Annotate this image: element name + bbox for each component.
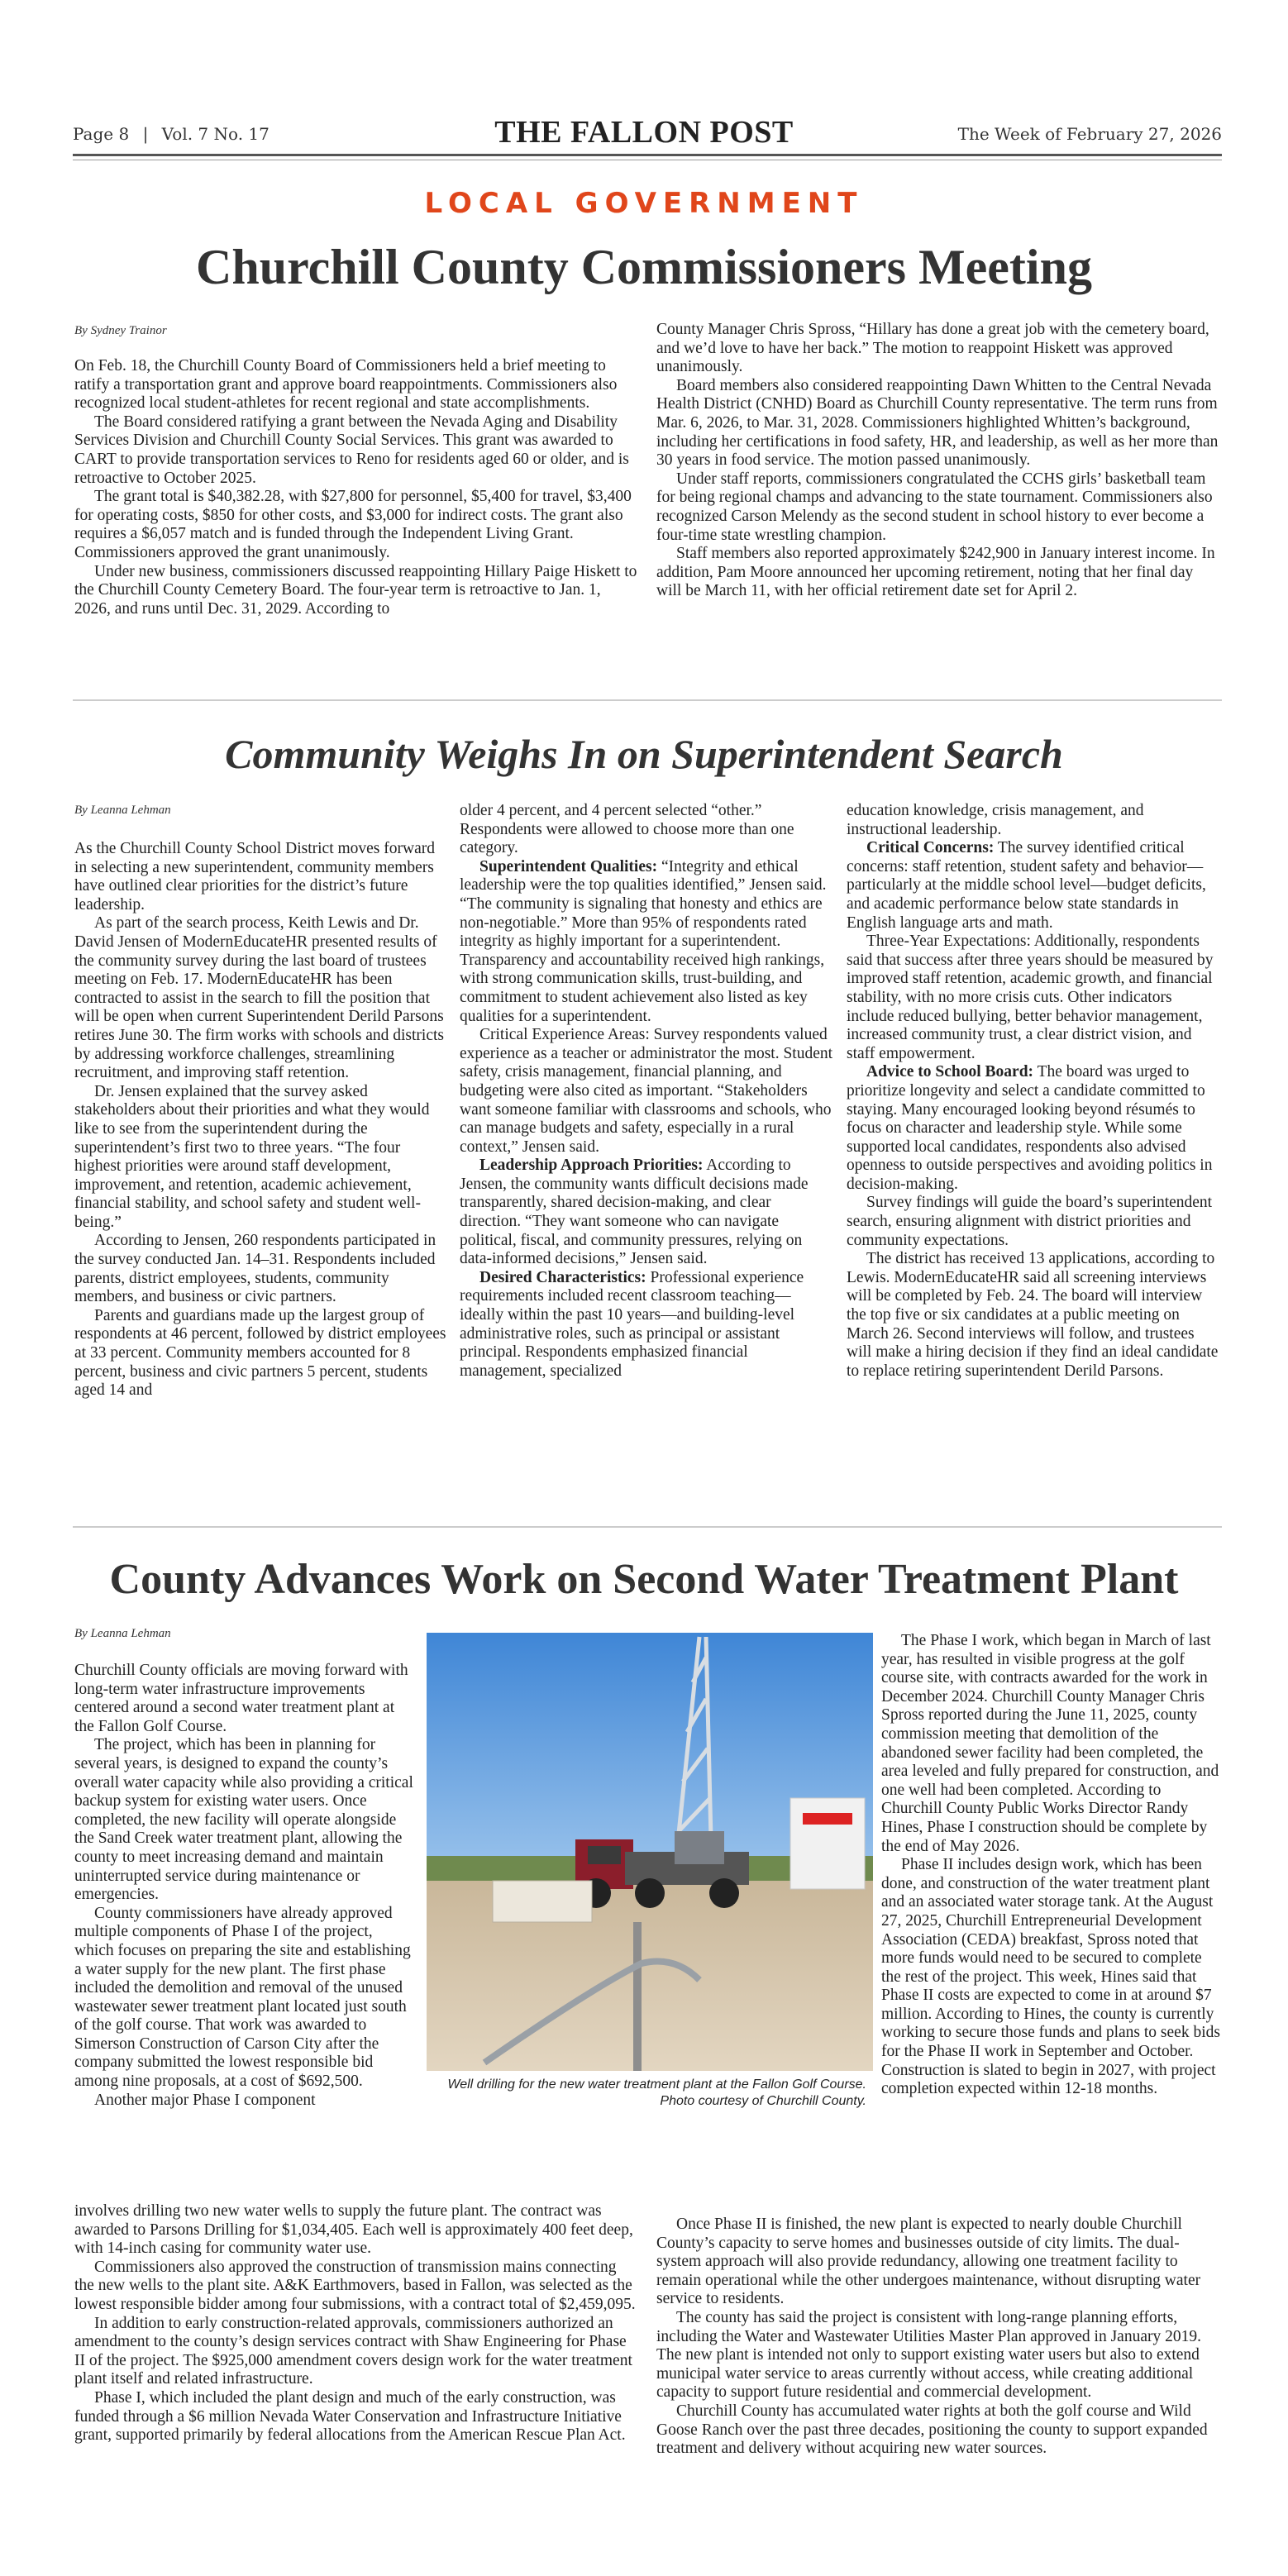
paragraph-text: Integrity and ethical leadership were the top qualities identified,” Jensen said. “The community is signaling that honesty and ethics are non-negotiable.” More than 95% of respondents rated integrity as highly important for a superintendent. Transparency and accountability received high rankings, with strong communication skills, trust-building, and commitment to student achievement also listed as key qualities for a superintendent. (460, 857, 827, 1025)
article-divider (73, 1526, 1222, 1528)
volume-number: Vol. 7 No. 17 (161, 124, 270, 144)
issue-date: The Week of February 27, 2026 (957, 124, 1222, 144)
paragraph: County Manager Chris Spross, “Hillary has done a great job with the cemetery board, and we’d love to have her back.” The motion to reappoint Hiskett was approved unanimously. (656, 321, 1209, 376)
paragraph: As the Churchill County School District moves forward in selecting a new superintendent, community members have outlined clear priorities for the district’s future leadership. (74, 840, 435, 914)
article-divider (73, 699, 1222, 701)
article3-headline: County Advances Work on Second Water Treatment Plant (109, 1556, 1179, 1603)
article2-headline: Community Weighs In on Superintendent Search (225, 731, 1063, 777)
paragraph (460, 858, 833, 1026)
page-number: Page 8 (73, 124, 130, 144)
paragraph: Three-Year Expectations: Additionally, respondents said that success after three years should be measured by improved staff retention, academic growth, and financial stability, with no more crisis cuts. Other indicators include reduced bullying, better behavior management, increased community trust, a clear district vision, and staff empowerment. (847, 933, 1214, 1062)
paragraph: older 4 percent, and 4 percent selected “other.” Respondents were allowed to choose more than one category. (460, 802, 794, 857)
paragraph: Staff members also reported approximately $242,900 in January interest income. In addition, Pam Moore announced her upcoming retirement, noting that her final day will be March 11, with her official retirement date set for April 2. (656, 545, 1215, 600)
paragraph-text: The survey identified critical concerns: staff retention, student safety and behavior—particularly at the middle school level—budget deficits, and academic performance below state standards in English language arts and math. (847, 839, 1206, 932)
page-separator: | (142, 124, 149, 144)
paragraph: Under new business, commissioners discussed reappointing Hillary Paige Hiskett to the Churchill County Cemetery Board. The four-year term is retroactive to Jan. 1, 2026, and runs until Dec. 31, 2029. According to (74, 562, 637, 618)
paragraph: In addition to early construction-related approvals, commissioners authorized an amendment to the county’s design services contract with Shaw Engineering for Phase II of the project. The $925,000 amendment covers design work for the water treatment plant itself and related infrastructure. (74, 2314, 632, 2388)
subhead: Advice to School Board: (866, 1063, 1034, 1081)
paragraph: On Feb. 18, the Churchill County Board of Commissioners held a brief meeting to ratify a transportation grant and approve board reappointments. Commissioners also recognized local student-athletes for recent regional and state accomplishments. (74, 357, 618, 413)
article1-headline: Churchill County Commissioners Meeting (196, 240, 1092, 294)
paragraph: The Board considered ratifying a grant between the Nevada Aging and Disability Services Division and Churchill County Social Services. This grant was awarded to CART to provide transportation services to Reno for residents aged 60 or older, and is retroactive to October 2025. (74, 413, 629, 487)
paragraph (460, 1157, 833, 1269)
caption-line: Well drilling for the new water treatment plant at the Fallon Golf Course. (447, 2077, 866, 2092)
article2-column-2 (460, 802, 833, 1381)
well-drilling-photo (427, 1633, 873, 2071)
paragraph (460, 1269, 833, 1381)
article2-column-3 (847, 802, 1220, 1381)
article1-byline: By Sydney Trainor (74, 324, 167, 337)
photo-illustration (427, 1633, 873, 2071)
paragraph: The grant total is $40,382.28, with $27,800 for personnel, $5,400 for travel, $3,400 for operating costs, $850 for other costs, and $3,000 for indirect costs. The grant also requires a $6,057 match and is funded through the Independent Living Grant. Commissioners approved the grant unanimously. (74, 488, 632, 561)
subhead: Critical Concerns: (866, 839, 995, 857)
paragraph: The district has received 13 applications, according to Lewis. ModernEducateHR said all screening interviews will be completed by Feb. 24. The board will interview the top five or six candidates at a public meeting on March 26. Second interviews will follow, and trustees will make a hiring decision if they find an ideal candidate to replace retiring superintendent Derild Parsons. (847, 1250, 1219, 1380)
paragraph: Once Phase II is finished, the new plant is expected to nearly double Churchill County’s capacity to serve homes and businesses outside of city limits. The dual-system approach will also provide redundancy, allowing one treatment facility to remain operational while the other undergoes maintenance, without disrupting water service to residents. (656, 2216, 1201, 2308)
paragraph: education knowledge, crisis management, and instructional leadership. (847, 802, 1144, 838)
paragraph-text: According to Jensen, the community wants difficult decisions made transparently, shared decision-making, and clear direction. “They want someone who can navigate political, fiscal, and community pressures, relying on data-informed decisions,” Jensen said. (460, 1157, 809, 1268)
paragraph: According to Jensen, 260 respondents participated in the survey conducted Jan. 14–31. Respondents included parents, district employees, students, community members, and business or civic partners. (74, 1232, 436, 1306)
article3-byline: By Leanna Lehman (74, 1627, 171, 1640)
article2-column-1 (74, 840, 448, 1400)
paragraph: Parents and guardians made up the largest group of respondents at 46 percent, followed by district employees at 33 percent. Community members accounted for 8 percent, business and civic partners 5 percent, students aged 14 and (74, 1306, 446, 1400)
paragraph (847, 1063, 1220, 1194)
paragraph (847, 839, 1220, 933)
paragraph: The county has said the project is consistent with long-range planning efforts, including the Water and Wastewater Utilities Master Plan approved in January 2019. The new plant is intended not only to support existing water users but also to extend municipal water service to areas currently without access, while creating additional capacity to support future residential and commercial development. (656, 2308, 1201, 2402)
paragraph: Survey findings will guide the board’s superintendent search, ensuring alignment with district priorities and community expectations. (847, 1194, 1213, 1249)
paragraph-text: The board was urged to prioritize longevity and select a candidate committed to staying. Many encouraged looking beyond résumés to focus on character and leadership style. While some supported local candidates, respondents also advised openness to outside perspectives and avoiding politics in decision-making. (847, 1063, 1213, 1193)
paragraph: The Phase I work, which began in March of last year, has resulted in visible progress at the golf course site, with contracts awarded for the work in December 2024. Churchill County Manager Chris Spross reported during the June 11, 2025, county commission meeting that demolition of the abandoned sewer facility had been completed, the area leveled and fully prepared for construction, and one well had been completed. According to Churchill County Public Works Director Randy Hines, Phase I construction should be complete by the end of May 2026. (881, 1632, 1219, 1855)
section-label: LOCAL GOVERNMENT (424, 187, 864, 220)
paragraph: Phase II includes design work, which has been done, and construction of the water treatment plant and an associated water storage tank. At the August 27, 2025, Churchill Entrepreneurial Development Association (CEDA) breakfast, Spross noted that more funds would need to be secured to complete the rest of the project. This week, Hines said that Phase II costs are expected to come in at around $7 million. According to Hines, the county is currently working to secure those funds and plans to seek bids for the Phase II work in September and October. Construction is slated to begin in 2027, with project completion expected within 12-18 months. (881, 1856, 1220, 2098)
quote-open: “ (657, 857, 669, 875)
subhead: Superintendent Qualities: (479, 857, 658, 875)
paragraph: Critical Experience Areas: Survey respondents valued experience as a teacher or administrator the most. Student safety, crisis management, financial planning, and budgeting were also cited as important. “Stakeholders want someone familiar with classrooms and schools, who can manage budgets and safety, especially in a rural context,” Jensen said. (460, 1026, 833, 1156)
article1-column-2 (656, 321, 1220, 601)
article3-column-1-continued (74, 2202, 638, 2445)
paragraph: Board members also considered reappointing Dawn Whitten to the Central Nevada Health District (CNHD) Board as Churchill County representative. The term runs from Mar. 6, 2026, to Mar. 31, 2028. Commissioners highlighted Whitten’s background, including her certifications in food safety, HR, and leadership, as well as her more than 30 years in food service. The motion passed unanimously. (656, 376, 1219, 470)
paragraph: Under staff reports, commissioners congratulated the CCHS girls’ basketball team for being regional champs and advancing to the state tournament. Commissioners also recognized Carson Melendy as the second student in school history to ever become a four-time state wrestling champion. (656, 470, 1213, 544)
article3-column-3 (881, 1632, 1224, 2099)
newspaper-name: THE FALLON POST (494, 115, 794, 150)
photo-credit: Photo courtesy of Churchill County. (660, 2094, 866, 2108)
article1-column-1 (74, 357, 638, 618)
paragraph: County commissioners have already approved multiple components of Phase I of the project, which focuses on preparing the site and establishing a water supply for the new plant. The first phase included the demolition and removal of the unused wastewater sewer treatment plant located just south of the golf course. That work was awarded to Simerson Construction of Carson City after the company submitted the lowest responsible bid among nine proposals, at a cost of $692,500. (74, 1904, 411, 2091)
article2-byline: By Leanna Lehman (74, 804, 171, 817)
paragraph-text: Professional experience requirements included recent classroom teaching—ideally within the past 10 years—and building-level administrative roles, such as principal or assistant principal. Respondents emphasized financial management, specialized (460, 1268, 804, 1380)
article3-column-3-continued (656, 2216, 1220, 2459)
paragraph: Dr. Jensen explained that the survey asked stakeholders about their priorities and what they would like to see from the superintendent during the superintendent’s first two to three years. “The four highest priorities were around staff development, improvement, and retention, academic achievement, financial stability, and school safety and student well-being.” (74, 1082, 430, 1231)
paragraph: Another major Phase I component (94, 2091, 316, 2109)
paragraph: involves drilling two new water wells to supply the future plant. The contract was awarded to Parsons Drilling for $1,034,405. Each well is approximately 400 feet deep, with 14-inch casing for community water use. (74, 2202, 633, 2258)
photo-caption (427, 2077, 866, 2110)
paragraph: As part of the search process, Keith Lewis and Dr. David Jensen of ModernEducateHR presented results of the community survey during the last board of trustees meeting on Feb. 17. ModernEducateHR has been contracted to assist in the search to fill the position that will be open when current Superintendent Derild Parsons retires June 30. The firm works with schools and districts by addressing workforce challenges, streamlining recruitment, and improving staff retention. (74, 914, 444, 1082)
masthead-rule (73, 154, 1222, 156)
paragraph: Churchill County has accumulated water rights at both the golf course and Wild Goose Ranch over the past three decades, positioning the county to support expanded treatment and delivery without acquiring new water sources. (656, 2402, 1208, 2458)
paragraph: Churchill County officials are moving forward with long-term water infrastructure improvements centered around a second water treatment plant at the Fallon Golf Course. (74, 1662, 408, 1735)
paragraph: Commissioners also approved the construction of transmission mains connecting the new wells to the plant site. A&K Earthmovers, based in Fallon, was selected as the lowest responsible bidder among four submissions, with a contract total of $2,459,095. (74, 2258, 636, 2313)
paragraph: The project, which has been in planning for several years, is designed to expand the county’s overall water capacity while also providing a critical backup system for existing water users. Once completed, the new facility will operate alongside the Sand Creek water treatment plant, allowing the county to meet increasing demand and maintain uninterrupted service during maintenance or emergencies. (74, 1736, 413, 1904)
paragraph: Phase I, which included the plant design and much of the early construction, was funded through a $6 million Nevada Water Conservation and Infrastructure Initiative grant, supported primarily by federal allocations from the American Rescue Plan Act. (74, 2388, 626, 2445)
subhead: Desired Characteristics: (479, 1268, 646, 1286)
article3-column-1 (74, 1662, 413, 2110)
subhead: Leadership Approach Priorities: (479, 1157, 704, 1175)
